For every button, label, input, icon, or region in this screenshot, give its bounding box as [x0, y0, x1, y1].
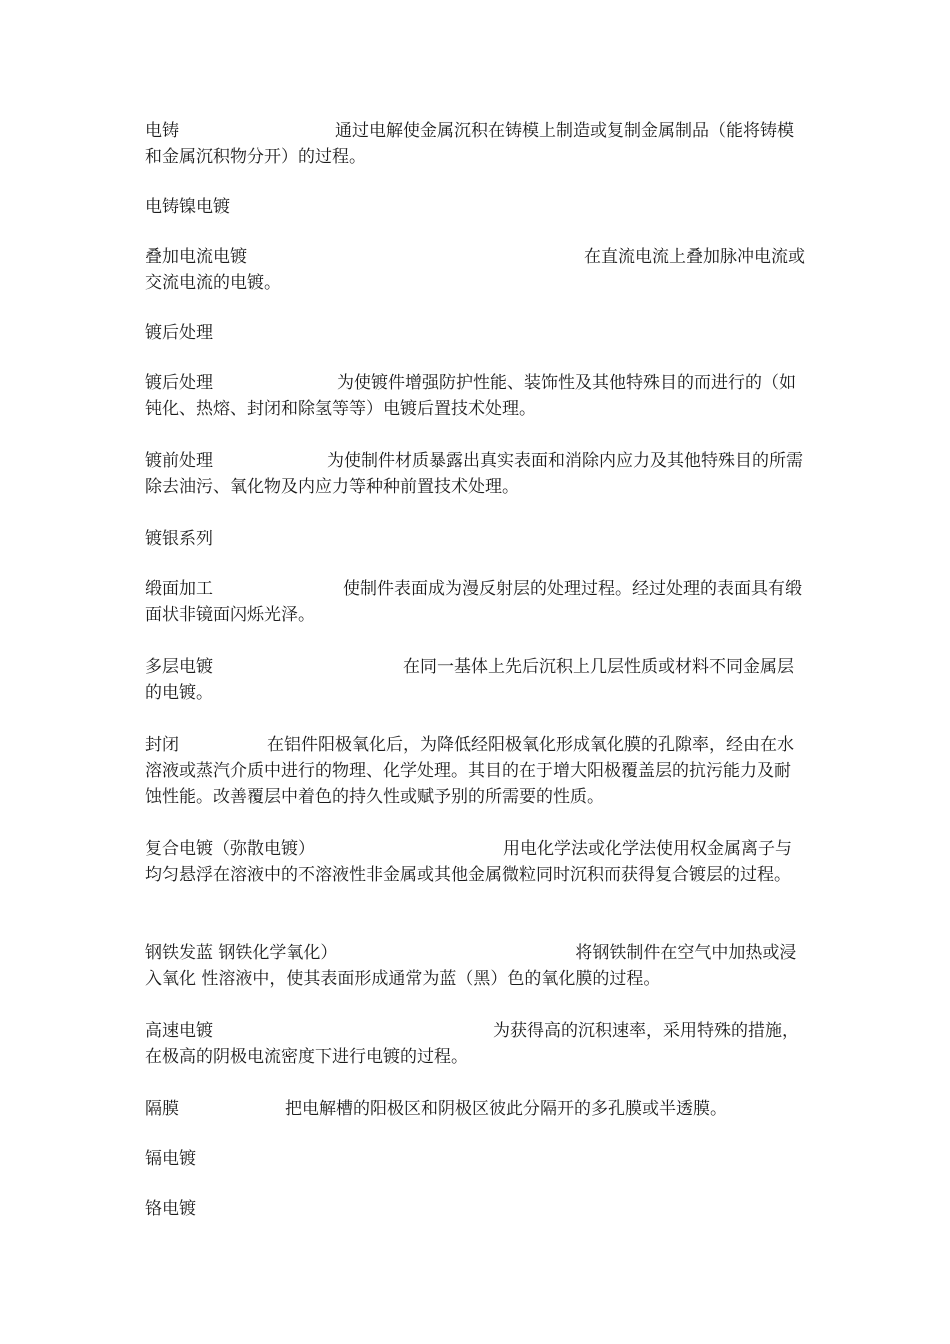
- entry-term: 镀前处理: [145, 451, 213, 471]
- glossary-entry: [145, 1018, 807, 1070]
- entry-term: 钢铁发蓝 钢铁化学氧化）: [145, 943, 338, 963]
- entry-term: 镉电镀: [145, 1149, 196, 1169]
- entry-term: 封闭: [145, 735, 179, 755]
- entry-definition: 在同一基体上先后沉积上几层性质或材料不同金属层的电镀。: [145, 657, 794, 703]
- entry-term: 电铸: [145, 121, 179, 141]
- entry-definition: 用电化学法或化学法使用权金属离子与均匀悬浮在溶液中的不溶液性非金属或其他金属微粒同时沉积而获得复合镀层的过程。: [145, 839, 792, 885]
- glossary-entry: [145, 576, 807, 628]
- entry-term: 复合电镀（弥散电镀）: [145, 839, 315, 859]
- glossary-entry: [145, 320, 807, 346]
- entry-term: 镀银系列: [145, 529, 213, 549]
- glossary-entry: [145, 1196, 807, 1222]
- glossary-entry: [145, 732, 807, 810]
- entry-term: 叠加电流电镀: [145, 247, 247, 267]
- entry-term: 隔膜: [145, 1099, 179, 1119]
- glossary-entry: [145, 526, 807, 552]
- entry-definition: 使制件表面成为漫反射层的处理过程。经过处理的表面具有缎面状非镜面闪烁光泽。: [145, 579, 802, 625]
- entry-definition: 为使镀件增强防护性能、装饰性及其他特殊目的而进行的（如钝化、热熔、封闭和除氢等等）电镀后置技术处理。: [145, 373, 796, 419]
- entry-definition: 通过电解使金属沉积在铸模上制造或复制金属制品（能将铸模和金属沉积物分开）的过程。: [145, 121, 794, 167]
- entry-definition: 在直流电流上叠加脉冲电流或交流电流的电镀。: [145, 247, 805, 293]
- glossary-entry: [145, 118, 807, 170]
- entry-definition: 为获得高的沉积速率，采用特殊的措施，在极高的阴极电流密度下进行电镀的过程。: [145, 1021, 799, 1067]
- glossary-entry: [145, 1146, 807, 1172]
- glossary-entry: [145, 448, 807, 500]
- entry-definition: 在铝件阳极氧化后，为降低经阳极氧化形成氧化膜的孔隙率，经由在水溶液或蒸汽介质中进行的物理、化学处理。其目的在于增大阳极覆盖层的抗污能力及耐蚀性能。改善覆层中着色的持久性或赋予别的所需要的性质。: [145, 735, 794, 807]
- glossary-entry: [145, 194, 807, 220]
- entry-term: 镀后处理: [145, 323, 213, 343]
- glossary-entry: [145, 940, 807, 992]
- entry-definition: 把电解槽的阳极区和阴极区彼此分隔开的多孔膜或半透膜。: [285, 1099, 727, 1119]
- entry-term: 高速电镀: [145, 1021, 213, 1041]
- glossary-entry: [145, 836, 807, 888]
- entry-term: 电铸镍电镀: [145, 197, 230, 217]
- glossary-entry: [145, 370, 807, 422]
- glossary-entry: [145, 1096, 807, 1122]
- entry-definition: 将钢铁制件在空气中加热或浸入氧化 性溶液中，使其表面形成通常为蓝（黑）色的氧化膜的过程。: [145, 943, 797, 989]
- entry-term: 缎面加工: [145, 579, 213, 599]
- glossary-entry: [145, 244, 807, 296]
- entry-term: 镀后处理: [145, 373, 213, 393]
- entry-term: 多层电镀: [145, 657, 213, 677]
- glossary-entry: [145, 654, 807, 706]
- entry-definition: 为使制件材质暴露出真实表面和消除内应力及其他特殊目的所需除去油污、氧化物及内应力等种种前置技术处理。: [145, 451, 803, 497]
- entry-term: 铬电镀: [145, 1199, 196, 1219]
